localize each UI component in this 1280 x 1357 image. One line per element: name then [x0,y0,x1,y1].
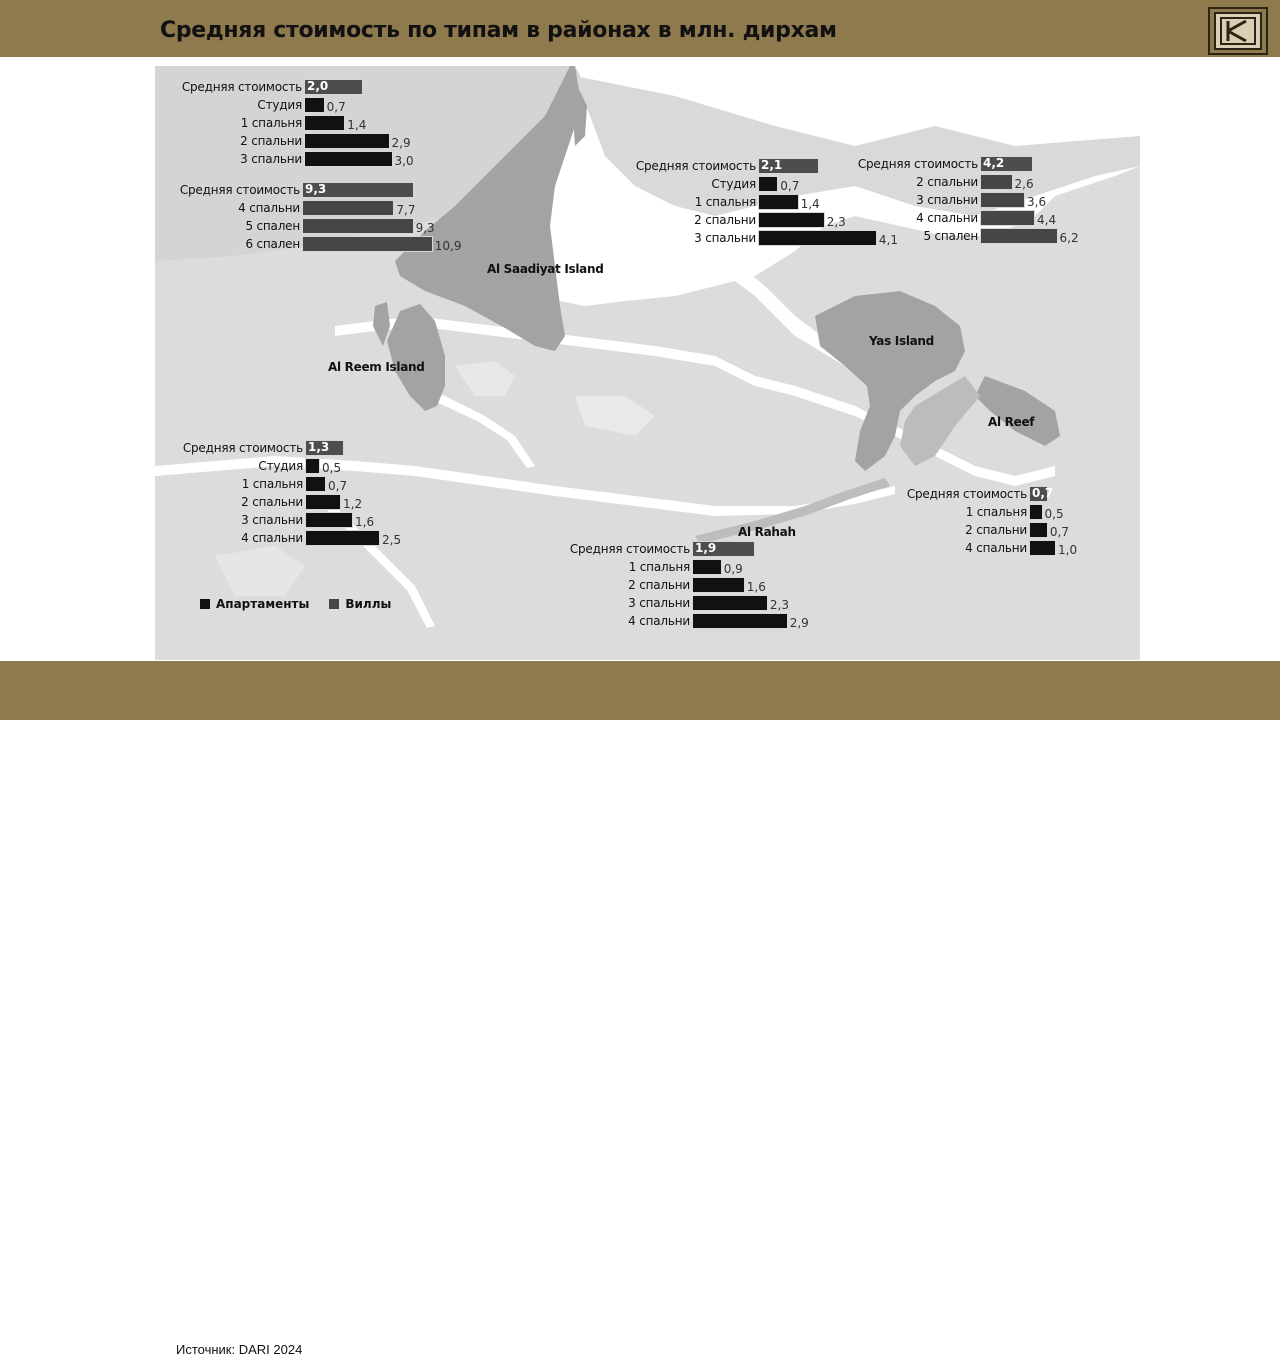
average-value-label: 4,2 [983,156,1005,170]
bar-value-label: 1,6 [355,515,375,529]
bar-value-label: 4,1 [878,233,898,247]
bar-value-label: 3,6 [1027,195,1047,209]
category-label: 2 спальни [694,213,756,227]
category-label: Средняя стоимость [635,159,756,173]
bar-value-label: 7,7 [396,203,416,217]
category-label: 4 спальни [241,531,303,545]
average-value-label: 1,9 [695,541,717,555]
bar-value-label: 0,7 [1049,525,1069,539]
category-label: 3 спальни [694,231,756,245]
bar [305,458,320,474]
category-label: Средняя стоимость [179,183,300,197]
bar [305,494,341,510]
label-yas-island: Yas Island [869,334,934,348]
label-al-reef: Al Reef [988,415,1035,429]
bar [692,595,768,611]
category-label: Студия [711,177,756,191]
bar [1029,504,1043,520]
bar-value-label: 10,9 [434,239,462,253]
bar-value-label: 2,3 [826,215,846,229]
category-label: 4 спальни [965,541,1027,555]
bar [304,151,393,167]
category-label: 6 спален [245,237,300,251]
bar [1029,522,1048,538]
bar-value-label: 3,0 [394,154,414,168]
bar-value-label: 6,2 [1059,231,1079,245]
category-label: 3 спальни [241,513,303,527]
bar-value-label: 1,6 [746,580,766,594]
average-value-label: 0,7 [1032,486,1054,500]
bar [305,512,353,528]
legend-label-villas: Виллы [345,597,392,611]
category-label: 2 спальни [965,523,1027,537]
legend-apartments [200,597,309,611]
bar-value-label: 4,4 [1037,213,1057,227]
bar [304,133,390,149]
category-label: 1 спальня [694,195,756,209]
bar-value-label: 1,2 [343,497,363,511]
category-label: 3 спальни [916,193,978,207]
category-label: Средняя стоимость [181,80,302,94]
footer-bar [0,661,1280,1357]
category-label: 1 спальня [628,560,690,574]
bar [305,530,380,546]
category-label: 4 спальни [628,614,690,628]
bar [302,236,433,252]
bar-value-label: 9,3 [415,221,435,235]
category-label: 2 спальни [628,578,690,592]
bar-value-label: 0,7 [326,100,346,114]
bar-value-label: 2,6 [1014,177,1034,191]
legend-swatch-apartments [200,599,210,609]
bar [1029,540,1056,556]
header-bar [0,0,1280,57]
page-title: Средняя стоимость по типам в районах в млн. дирхам [160,18,837,43]
category-label: Средняя стоимость [857,157,978,171]
bar [302,218,414,234]
bar [305,476,326,492]
category-label: 1 спальня [240,116,302,130]
bar-value-label: 2,5 [382,533,402,547]
average-value-label: 9,3 [305,182,327,196]
category-label: Средняя стоимость [569,542,690,556]
bar-value-label: 1,0 [1058,543,1078,557]
category-label: Средняя стоимость [182,441,303,455]
bar-value-label: 1,4 [347,118,367,132]
label-al-saadiyat-island: Al Saadiyat Island [487,262,604,276]
bar [692,559,722,575]
bar [304,97,325,113]
bar [980,228,1058,244]
average-value-label: 2,1 [761,158,783,172]
company-logo-icon [1208,7,1268,55]
bar [980,210,1035,226]
legend-label-apartments: Апартаменты [216,597,310,611]
bar [980,192,1025,208]
bar-value-label: 0,7 [780,179,800,193]
bar [758,194,799,210]
category-label: 4 спальни [238,201,300,215]
category-label: 3 спальни [628,596,690,610]
category-label: 2 спальни [240,134,302,148]
category-label: Средняя стоимость [906,487,1027,501]
bar-value-label: 2,9 [391,136,411,150]
label-al-reem-island: Al Reem Island [328,360,425,374]
bar [758,176,778,192]
bar-value-label: 0,7 [328,479,348,493]
category-label: 1 спальня [965,505,1027,519]
bar-value-label: 2,3 [769,598,789,612]
bar [692,613,788,629]
average-value-label: 2,0 [307,79,329,93]
legend-villas [329,597,391,611]
category-label: Студия [258,459,303,473]
category-label: 5 спален [245,219,300,233]
category-label: Студия [257,98,302,112]
category-label: 3 спальни [240,152,302,166]
legend-swatch-villas [329,599,339,609]
bar-value-label: 0,9 [723,562,743,576]
average-value-label: 1,3 [308,440,330,454]
legend [200,597,411,611]
label-al-rahah: Al Rahah [738,525,796,539]
bar [692,577,745,593]
category-label: 5 спален [923,229,978,243]
category-label: 1 спальня [241,477,303,491]
bar [304,115,345,131]
category-label: 4 спальни [916,211,978,225]
bar-value-label: 0,5 [1044,507,1064,521]
bar-value-label: 1,4 [800,197,820,211]
bar [980,174,1013,190]
bar-value-label: 0,5 [322,461,342,475]
bar [302,200,394,216]
category-label: 2 спальни [241,495,303,509]
category-label: 2 спальни [916,175,978,189]
bar-value-label: 2,9 [789,616,809,630]
source-note: Источник: DARI 2024 [176,1342,303,1357]
